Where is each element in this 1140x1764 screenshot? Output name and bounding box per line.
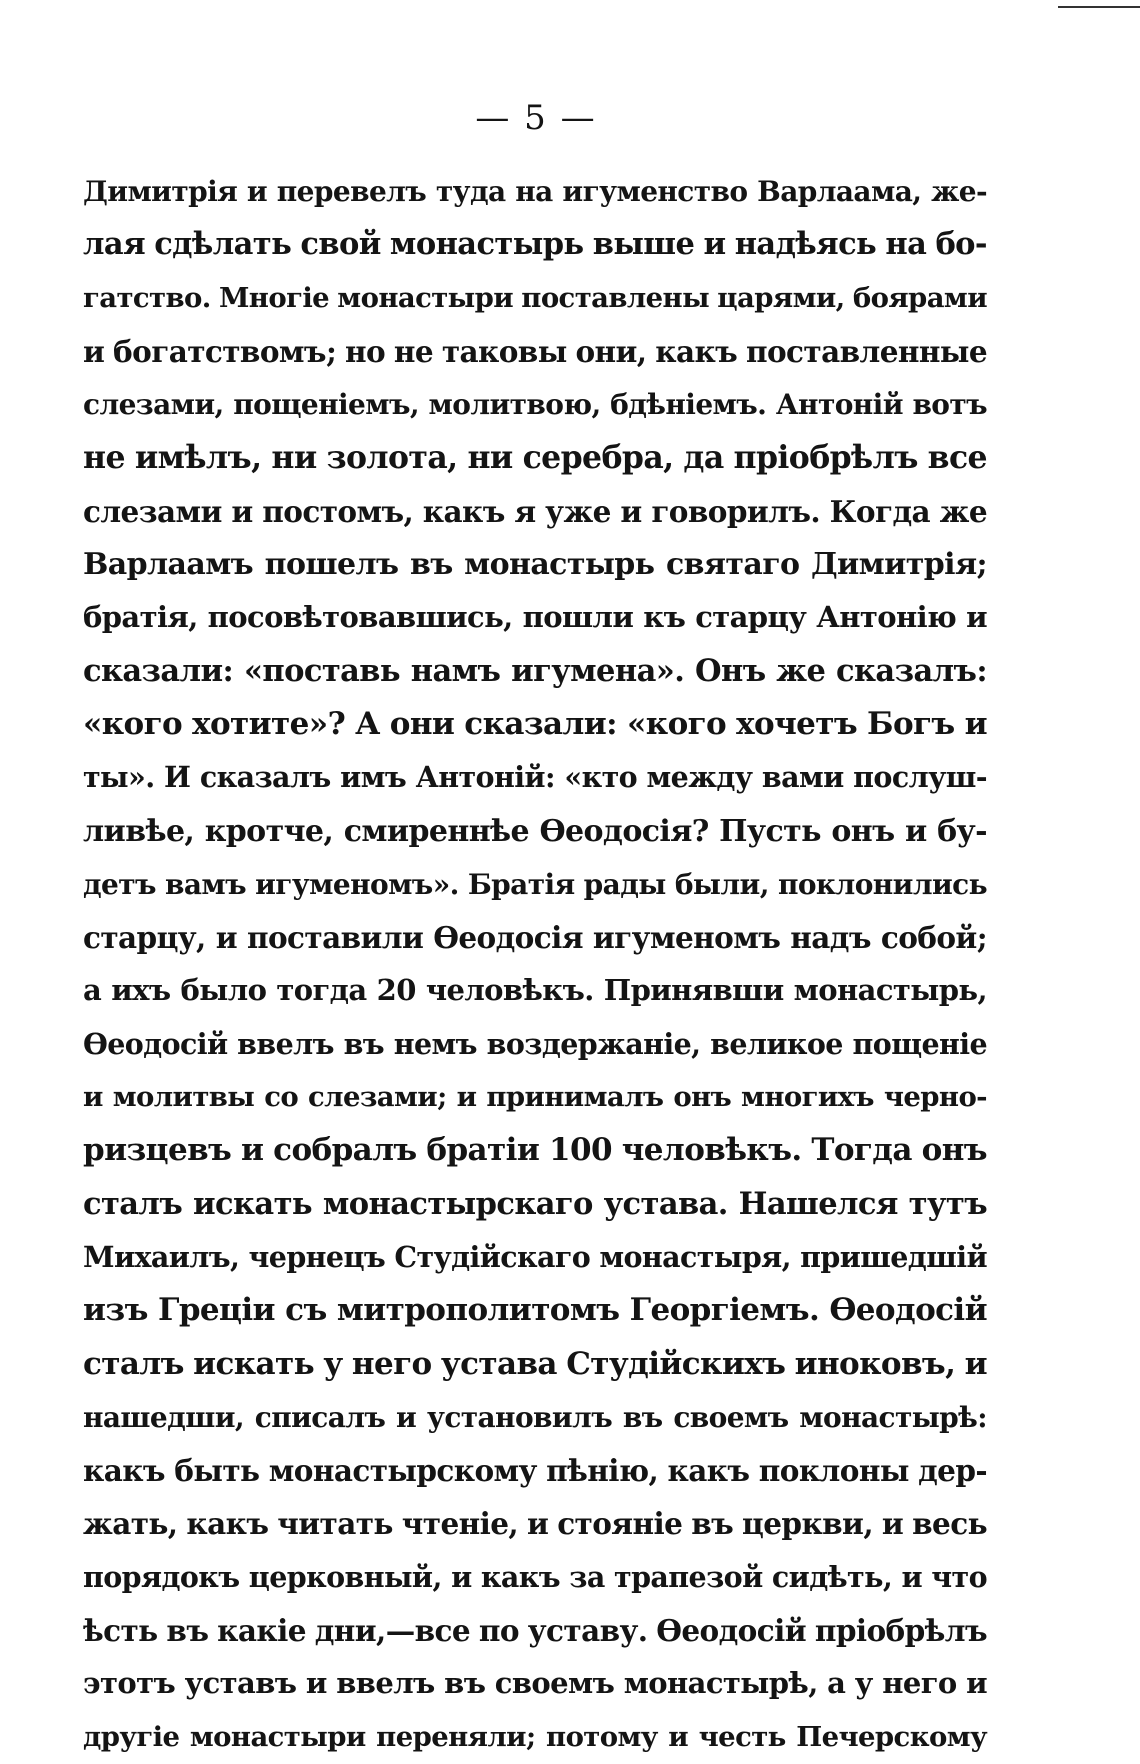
text-line: детъ вамъ игуменомъ». Братія рады были, поклонились (83, 867, 987, 901)
text-line: ѣсть въ какіе дни,—все по уставу. Ѳеодосій пріобрѣлъ (83, 1613, 987, 1649)
text-line: а ихъ было тогда 20 человѣкъ. Принявши монастырь, (83, 973, 987, 1008)
top-edge-rule (1058, 6, 1140, 8)
text-line: сталъ искать у него устава Студійскихъ иноковъ, и (83, 1345, 987, 1382)
text-line: ливѣе, кротче, смиреннѣе Ѳеодосія? Пусть онъ и бу- (83, 813, 987, 849)
text-line: слезами и постомъ, какъ я уже и говорилъ. Когда же (83, 493, 987, 529)
text-line: нашедши, списалъ и установилъ въ своемъ монастырѣ: (83, 1400, 987, 1434)
text-line: и молитвы со слезами; и принималъ онъ многихъ черно- (83, 1081, 987, 1114)
text-line: изъ Греціи съ митрополитомъ Георгіемъ. Ѳеодосій (83, 1292, 987, 1329)
text-line: Димитрія и перевелъ туда на игуменство Варлаама, же- (83, 175, 987, 208)
text-line: не имѣлъ, ни золота, ни серебра, да пріобрѣлъ все (83, 439, 987, 477)
text-line: братія, посовѣтовавшись, пошли къ старцу Антонію и (83, 600, 987, 635)
text-line: жать, какъ читать чтеніе, и стояніе въ церкви, и весь (83, 1506, 987, 1542)
text-line: какъ быть монастырскому пѣнію, какъ поклоны дер- (83, 1453, 987, 1489)
text-line: гатство. Многіе монастыри поставлены царями, боярами (83, 281, 987, 314)
text-line: и богатствомъ; но не таковы они, какъ поставленные (83, 333, 987, 369)
text-line: старцу, и поставили Ѳеодосія игуменомъ надъ собой; (83, 920, 987, 956)
text-line: сказали: «поставь намъ игумена». Онъ же сказалъ: (83, 652, 987, 689)
text-line: порядокъ церковный, и какъ за трапезой сидѣть, и что (83, 1559, 987, 1594)
text-line: этотъ уставъ и ввелъ въ своемъ монастырѣ, а у него и (83, 1666, 987, 1701)
text-line: ризцевъ и собралъ братіи 100 человѣкъ. Тогда онъ (83, 1132, 987, 1169)
text-line: другіе монастыри переняли; потому и честь Печерскому (83, 1720, 987, 1753)
body-text (83, 165, 987, 1764)
text-line: Варлаамъ пошелъ въ монастырь святаго Димитрія; (83, 547, 987, 583)
text-line: сталъ искать монастырскаго устава. Нашелся тутъ (83, 1185, 987, 1222)
text-line: Михаилъ, чернецъ Студійскаго монастыря, пришедшій (83, 1239, 987, 1274)
text-line: лая сдѣлать свой монастырь выше и надѣясь на бо- (83, 226, 987, 263)
page-number: — 5 — (475, 98, 597, 138)
text-line: слезами, пощеніемъ, молитвою, бдѣніемъ. Антоній вотъ (83, 388, 987, 422)
text-line: «кого хотите»? А они сказали: «кого хочетъ Богъ и (83, 705, 987, 742)
text-line: ты». И сказалъ имъ Антоній: «кто между вами послуш- (83, 760, 987, 795)
text-line: Ѳеодосій ввелъ въ немъ воздержаніе, великое пощеніе (83, 1026, 987, 1061)
